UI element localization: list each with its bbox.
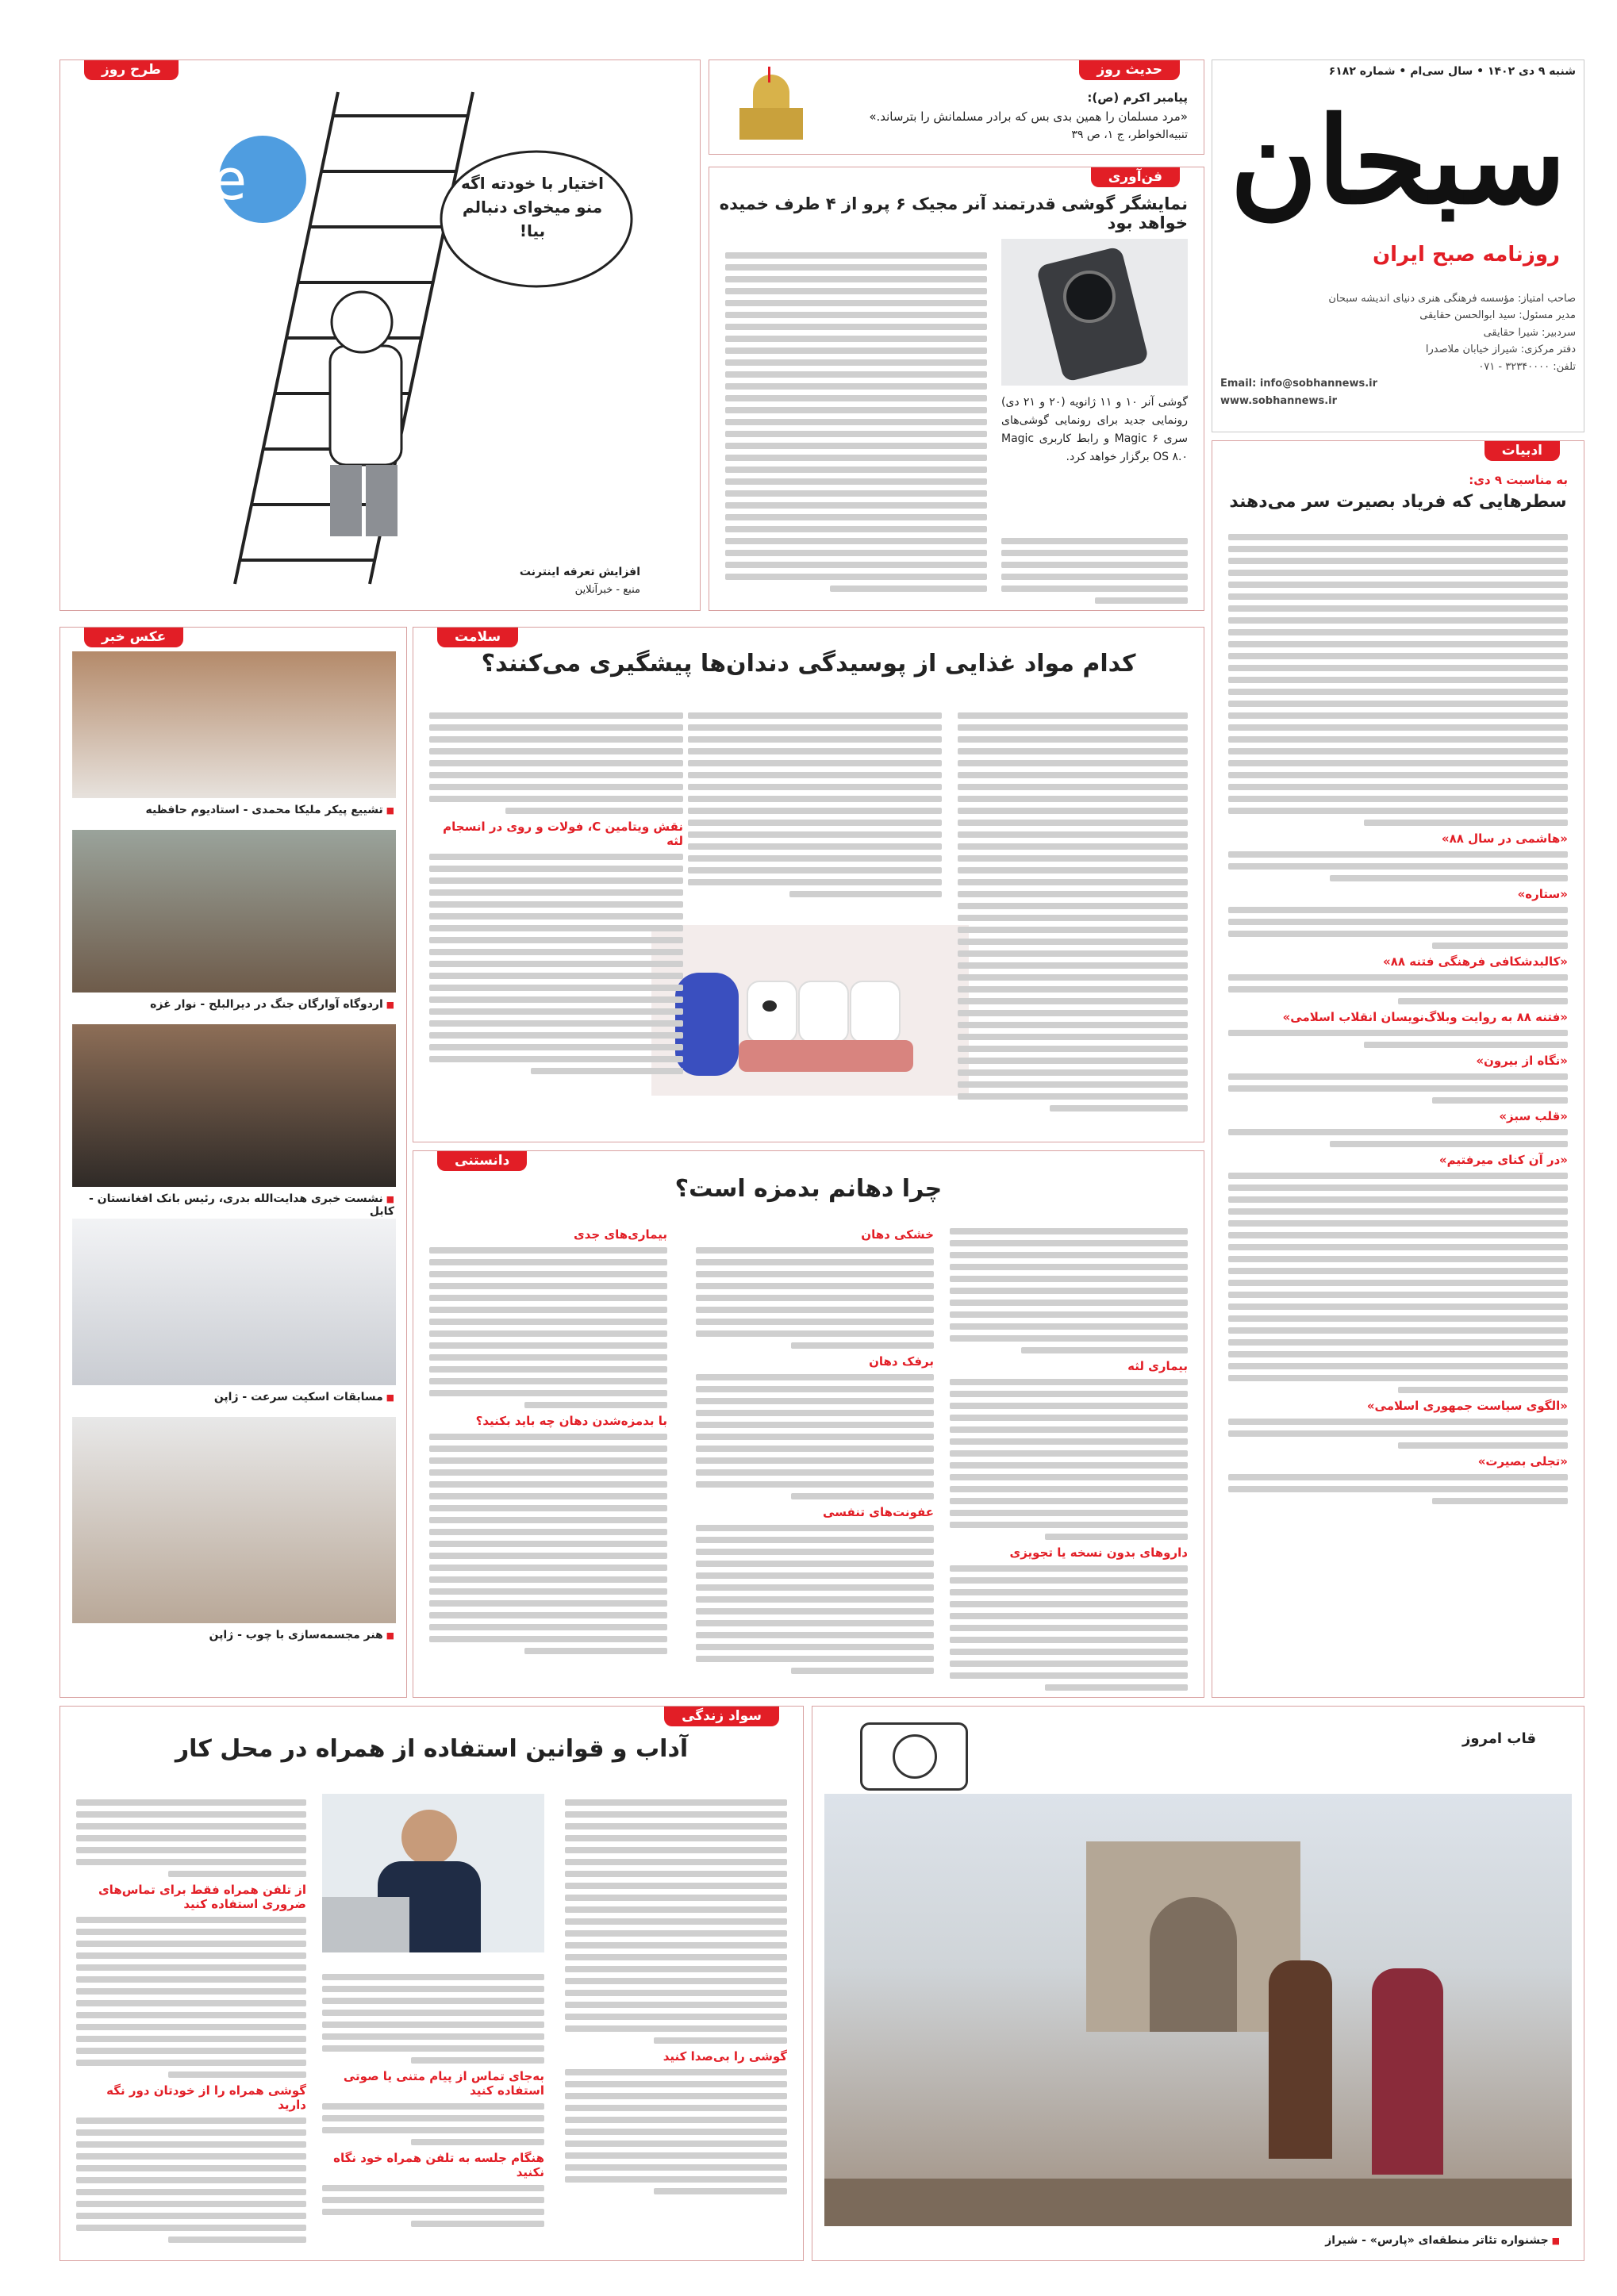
subheading: «تجلی بصیرت» xyxy=(1477,1454,1568,1469)
text-block xyxy=(1228,534,1568,826)
subheading: بیماری لثه xyxy=(1127,1359,1188,1373)
info-line: تلفن: ۳۲۳۴۰۰۰۰ - ۰۷۱ xyxy=(1478,360,1576,373)
text-column xyxy=(725,247,987,597)
cartoon-source: منبع - خبرآنلاین xyxy=(574,584,640,596)
subheading: از تلفن همراه فقط برای تماس‌های ضروری استفاده کنید xyxy=(98,1883,306,1911)
teeth-photo xyxy=(651,925,969,1096)
text-block xyxy=(950,1565,1188,1691)
text-block xyxy=(1228,1173,1568,1393)
photo-caption: ■ مسابقات اسکیت سرعت - ژاپن xyxy=(214,1391,394,1403)
subheading: «در آن کنای میرفتیم» xyxy=(1438,1153,1568,1167)
speech-bubble: اختیار با خودته اگه منو میخوای دنبالم بیا! xyxy=(461,174,604,240)
knowledge-article xyxy=(413,1150,1204,1698)
text-block xyxy=(429,1434,667,1654)
logo-subtitle: روزنامه صبح ایران xyxy=(1372,243,1560,267)
office-photo xyxy=(322,1794,544,1952)
subheading: عفونت‌های تنفسی xyxy=(823,1505,934,1519)
news-photo xyxy=(72,651,396,798)
subheading: «قلب سبز» xyxy=(1499,1109,1568,1123)
cartoon-box xyxy=(60,60,701,611)
text-column xyxy=(696,1223,934,1680)
news-photo xyxy=(72,1219,396,1385)
text-block xyxy=(76,1917,306,2078)
text-block xyxy=(322,1974,544,2064)
newspaper-logo xyxy=(1220,84,1576,282)
news-photo xyxy=(72,1024,396,1187)
svg-text:e: e xyxy=(212,148,247,213)
text-block xyxy=(696,1247,934,1349)
subheading: «نگاه از بیرون» xyxy=(1476,1054,1568,1068)
text-column xyxy=(950,1223,1188,1696)
section-title: قاب امروز xyxy=(1462,1730,1536,1747)
health-article xyxy=(413,627,1204,1142)
text-block xyxy=(429,854,683,1074)
news-photo xyxy=(72,830,396,993)
text-block xyxy=(1228,974,1568,1004)
section-tag: ادبیات xyxy=(1484,440,1560,461)
literature-article xyxy=(1212,440,1584,1698)
cartoon-caption: افزایش تعرفه اینترنت xyxy=(519,566,640,578)
photo-caption: ■ جشنواره تئاتر منطقه‌ای «پارس» - شیراز xyxy=(1325,2234,1560,2247)
subheading: به‌جای تماس از پیام متنی یا صوتی استفاده کنید xyxy=(343,2069,544,2098)
info-line: دفتر مرکزی: شیراز خیابان ملاصدرا xyxy=(1425,344,1576,356)
text-block xyxy=(565,2069,787,2194)
text-block xyxy=(1228,1419,1568,1449)
section-tag: سواد زندگی xyxy=(664,1706,779,1726)
text-column xyxy=(565,1794,787,2200)
text-block xyxy=(696,1525,934,1674)
text-column xyxy=(76,1794,306,2248)
text-column xyxy=(688,707,942,903)
info-line: مدیر مسئول: سید ابوالحسن حقایقی xyxy=(1419,309,1576,322)
masthead xyxy=(1212,60,1584,432)
text-block xyxy=(950,1228,1188,1353)
text-block xyxy=(950,1379,1188,1540)
subheading: نقش ویتامین C، فولات و روی در انسجام لثه xyxy=(443,820,683,848)
website-link[interactable]: www.sobhannews.ir xyxy=(1220,394,1338,407)
text-column xyxy=(1001,532,1188,609)
hadith-text: «مرد مسلمان را همین بدی بس که برادر مسلمانش را بترساند.» xyxy=(869,109,1188,124)
text-block xyxy=(76,2117,306,2243)
info-line: سردبیر: شیرا حقایقی xyxy=(1483,326,1576,339)
logo-wordmark: سبحان xyxy=(1230,91,1566,231)
tech-article xyxy=(709,167,1204,611)
subheading: خشکی دهان xyxy=(861,1227,934,1242)
photo-news xyxy=(60,627,407,1698)
masthead-info xyxy=(1220,290,1576,409)
shrine-image xyxy=(725,75,816,146)
text-block xyxy=(429,1247,667,1408)
photo-caption: ■ تشییع پیکر ملیکا محمدی - استادیوم حافظیه xyxy=(145,804,394,816)
section-tag: دانستنی xyxy=(437,1150,527,1171)
text-block xyxy=(1228,1474,1568,1504)
article-body: گوشی آنر ۱۰ و ۱۱ ژانویه (۲۰ و ۲۱ دی) رونمایی جدید برای رونمایی گوشی‌های سری Magic ۶ و رابط کاربری Magic OS ۸.۰ برگزار خواهد کرد. xyxy=(1001,396,1189,464)
section-tag: فن‌آوری xyxy=(1091,167,1180,187)
festival-photo xyxy=(824,1794,1572,2226)
text-block xyxy=(429,712,683,814)
text-block xyxy=(1228,1073,1568,1104)
article-title: نمایشگر گوشی قدرتمند آنر مجیک ۶ پرو از ۴ طرف خمیده خواهد بود xyxy=(719,194,1188,232)
subheading: هنگام جلسه به تلفن همراه خود نگاه نکنید xyxy=(333,2151,544,2179)
text-block xyxy=(696,1374,934,1499)
photo-caption: ■ هنر مجسمه‌سازی با چوب - ژاپن xyxy=(209,1629,394,1641)
text-column xyxy=(958,707,1188,1117)
subheading: گوشی همراه را از خودتان دور نگه دارید xyxy=(106,2083,306,2112)
subheading: «ستاره» xyxy=(1517,887,1568,901)
subheading: «الگوی سیاست جمهوری اسلامی» xyxy=(1366,1399,1568,1413)
subheading: با بدمزه‌شدن دهان چه باید بکنید؟ xyxy=(475,1414,667,1428)
text-block xyxy=(1228,1030,1568,1048)
text-block xyxy=(1228,907,1568,949)
hadith-speaker: پیامبر اکرم (ص): xyxy=(1087,90,1188,105)
text-column xyxy=(322,1968,544,2233)
dateline: شنبه ۹ دی ۱۴۰۲ • سال سی‌ام • شماره ۶۱۸۲ xyxy=(1328,65,1576,78)
text-block xyxy=(322,2103,544,2145)
text-block xyxy=(1228,851,1568,881)
photo-caption: ■ نشست خبری هدایت‌الله بدری، رئیس بانک افغانستان - کابل xyxy=(60,1192,394,1218)
cartoon-illustration xyxy=(92,84,647,592)
subheading: بیماری‌های جدی xyxy=(573,1227,667,1242)
subheading: برفک دهان xyxy=(869,1354,934,1369)
article-body xyxy=(1228,528,1568,1510)
photo-caption: ■ اردوگاه آوارگان جنگ در دیرالبلح - نوار غزه xyxy=(150,998,394,1011)
section-tag: عکس خبر xyxy=(84,627,183,647)
section-tag: حدیث روز xyxy=(1079,60,1180,80)
subheading: «فتنه ۸۸ به روایت وبلاگ‌نویسان انقلاب اسلامی» xyxy=(1282,1010,1568,1024)
text-block xyxy=(322,2185,544,2227)
subheading: «کالبدشکافی فرهنگی فتنه ۸۸» xyxy=(1383,954,1568,969)
subheading: گوشی را بی‌صدا کنید xyxy=(663,2049,787,2064)
article-title: آداب و قوانین استفاده از همراه در محل کار xyxy=(175,1735,689,1763)
article-kicker: به مناسبت ۹ دی: xyxy=(1469,473,1568,487)
hadith-box xyxy=(709,60,1204,155)
lifestyle-article xyxy=(60,1706,804,2261)
text-block xyxy=(76,1799,306,1877)
article-title: سطرهایی که فریاد بصیرت سر می‌دهند xyxy=(1229,492,1567,512)
phone-photo xyxy=(1001,239,1188,386)
camera-icon xyxy=(860,1722,968,1791)
article-title: کدام مواد غذایی از پوسیدگی دندان‌ها پیشگیری می‌کنند؟ xyxy=(481,650,1136,678)
text-column xyxy=(429,1223,667,1660)
info-line: صاحب امتیاز: مؤسسه فرهنگی هنری دنیای اندیشه سبحان xyxy=(1328,293,1576,305)
subheading: داروهای بدون نسخه یا تجویزی xyxy=(1009,1545,1188,1560)
section-tag: سلامت xyxy=(437,627,518,647)
news-photo xyxy=(72,1417,396,1623)
text-block xyxy=(565,1799,787,2044)
email-link[interactable]: Email: info@sobhannews.ir xyxy=(1220,378,1378,390)
section-tag: طرح روز xyxy=(84,60,179,80)
text-block xyxy=(1228,1129,1568,1147)
article-title: چرا دهانم بدمزه است؟ xyxy=(674,1175,943,1203)
today-photo-box xyxy=(812,1706,1584,2261)
hadith-source: تنبیه‌الخواطر، ج ۱، ص ۳۹ xyxy=(1071,129,1188,141)
subheading: «هاشمی در سال ۸۸» xyxy=(1441,831,1568,846)
text-column xyxy=(429,707,683,1080)
